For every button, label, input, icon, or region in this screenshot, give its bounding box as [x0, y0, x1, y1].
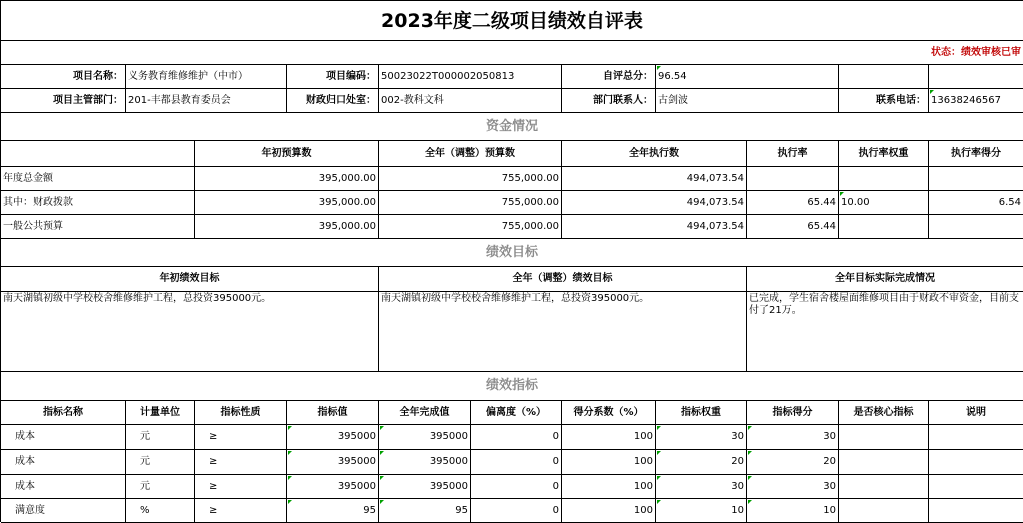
indicator-header: 全年完成值	[379, 401, 471, 425]
cell-comment-marker	[748, 500, 752, 504]
indicator-header: 指标值	[287, 401, 379, 425]
funds-row-label: 其中：财政拨款	[1, 191, 195, 215]
indicator-unit-cell: %	[126, 499, 195, 523]
phone-label: 联系电话：	[839, 89, 929, 113]
self-score-label: 自评总分：	[562, 65, 656, 89]
indicator-coef-cell: 100	[562, 450, 656, 475]
funds-header: 全年执行数	[562, 141, 747, 167]
funds-header: 执行率权重	[839, 141, 929, 167]
cell-comment-marker	[657, 500, 661, 504]
indicator-note-cell	[929, 425, 1023, 450]
goals-header: 全年目标实际完成情况	[747, 267, 1023, 292]
status-text: 状态：绩效审核已审	[1, 41, 1023, 65]
funds-executed-cell: 494,073.54	[562, 191, 747, 215]
indicator-name-cell: 成本	[1, 450, 126, 475]
project-name-label: 项目名称：	[1, 65, 126, 89]
funds-row-label: 年度总金额	[1, 167, 195, 191]
funds-header: 全年（调整）预算数	[379, 141, 562, 167]
indicator-unit-cell: 元	[126, 450, 195, 475]
info-empty-cell	[929, 65, 1023, 89]
indicator-done-cell: 395000	[379, 450, 471, 475]
indicator-value-cell: 95	[287, 499, 379, 523]
indicator-deviation-cell: 0	[471, 425, 562, 450]
funds-section-title: 资金情况	[1, 113, 1023, 141]
indicator-core-cell	[839, 475, 929, 499]
funds-executed-cell: 494,073.54	[562, 167, 747, 191]
cell-comment-marker	[380, 426, 384, 430]
funds-score-cell: 6.54	[929, 191, 1023, 215]
funds-adjusted-cell: 755,000.00	[379, 191, 562, 215]
indicator-header: 计量单位	[126, 401, 195, 425]
indicator-nature-cell: ≥	[195, 450, 287, 475]
indicator-coef-cell: 100	[562, 499, 656, 523]
dept-value[interactable]: 201-丰都县教育委员会	[126, 89, 287, 113]
indicator-deviation-cell: 0	[471, 499, 562, 523]
indicator-nature-cell: ≥	[195, 499, 287, 523]
indicator-nature-cell: ≥	[195, 475, 287, 499]
indicator-name-cell: 成本	[1, 425, 126, 450]
office-value[interactable]: 002-教科文科	[379, 89, 562, 113]
indicator-header: 指标得分	[747, 401, 839, 425]
indicator-note-cell	[929, 499, 1023, 523]
indicator-unit-cell: 元	[126, 475, 195, 499]
cell-comment-marker	[380, 451, 384, 455]
indicator-coef-cell: 100	[562, 475, 656, 499]
goals-header: 年初绩效目标	[1, 267, 379, 292]
funds-header: 执行率得分	[929, 141, 1023, 167]
page-title: 2023年度二级项目绩效自评表	[1, 1, 1023, 41]
project-name-value[interactable]: 义务教育维修维护（中市）	[126, 65, 287, 89]
cell-comment-marker	[840, 192, 844, 196]
indicator-name-cell: 成本	[1, 475, 126, 499]
indicator-header: 得分系数（%）	[562, 401, 656, 425]
indicator-weight-cell: 30	[656, 425, 747, 450]
funds-header: 年初预算数	[195, 141, 379, 167]
cell-comment-marker	[288, 426, 292, 430]
funds-initial-cell: 395,000.00	[195, 167, 379, 191]
cell-comment-marker	[748, 426, 752, 430]
indicator-header: 说明	[929, 401, 1023, 425]
indicator-deviation-cell: 0	[471, 475, 562, 499]
indicator-weight-cell: 30	[656, 475, 747, 499]
goals-section-title: 绩效目标	[1, 239, 1023, 267]
indicator-value-cell: 395000	[287, 475, 379, 499]
cell-comment-marker	[288, 476, 292, 480]
cell-comment-marker	[380, 476, 384, 480]
cell-comment-marker	[657, 426, 661, 430]
info-empty-cell	[839, 65, 929, 89]
funds-weight-cell: 10.00	[839, 191, 929, 215]
funds-score-cell	[929, 167, 1023, 191]
indicator-unit-cell: 元	[126, 425, 195, 450]
indicator-deviation-cell: 0	[471, 450, 562, 475]
indicator-note-cell	[929, 475, 1023, 499]
phone-value[interactable]: 13638246567	[929, 89, 1023, 113]
cell-comment-marker	[657, 66, 661, 70]
indicator-header: 偏离度（%）	[471, 401, 562, 425]
indicator-header: 指标权重	[656, 401, 747, 425]
indicator-header: 指标名称	[1, 401, 126, 425]
cell-comment-marker	[748, 476, 752, 480]
cell-comment-marker	[657, 476, 661, 480]
funds-row-label: 一般公共预算	[1, 215, 195, 239]
cell-comment-marker	[930, 90, 934, 94]
indicator-name-cell: 满意度	[1, 499, 126, 523]
indicator-done-cell: 395000	[379, 425, 471, 450]
funds-initial-cell: 395,000.00	[195, 191, 379, 215]
funds-score-cell	[929, 215, 1023, 239]
cell-comment-marker	[380, 500, 384, 504]
funds-weight-cell	[839, 215, 929, 239]
funds-rate-cell: 65.44	[747, 191, 839, 215]
indicator-header: 是否核心指标	[839, 401, 929, 425]
project-code-value[interactable]: 50023022T000002050813	[379, 65, 562, 89]
indicator-nature-cell: ≥	[195, 425, 287, 450]
office-label: 财政归口处室：	[287, 89, 379, 113]
indicator-score-cell: 20	[747, 450, 839, 475]
cell-comment-marker	[657, 451, 661, 455]
indicator-score-cell: 10	[747, 499, 839, 523]
funds-header-empty	[1, 141, 195, 167]
indicator-core-cell	[839, 425, 929, 450]
indicator-value-cell: 395000	[287, 425, 379, 450]
indicator-weight-cell: 10	[656, 499, 747, 523]
goal-adjusted-text: 南天湖镇初级中学校校舍维修维护工程，总投资395000元。	[379, 292, 747, 372]
self-score-value[interactable]: 96.54	[656, 65, 839, 89]
indicators-section-title: 绩效指标	[1, 372, 1023, 401]
funds-rate-cell: 65.44	[747, 215, 839, 239]
indicator-done-cell: 95	[379, 499, 471, 523]
funds-executed-cell: 494,073.54	[562, 215, 747, 239]
indicator-score-cell: 30	[747, 475, 839, 499]
indicator-core-cell	[839, 499, 929, 523]
contact-label: 部门联系人：	[562, 89, 656, 113]
indicator-core-cell	[839, 450, 929, 475]
indicator-score-cell: 30	[747, 425, 839, 450]
funds-weight-cell	[839, 167, 929, 191]
project-code-label: 项目编码：	[287, 65, 379, 89]
indicator-note-cell	[929, 450, 1023, 475]
goal-initial-text: 南天湖镇初级中学校校舍维修维护工程，总投资395000元。	[1, 292, 379, 372]
cell-comment-marker	[288, 451, 292, 455]
funds-adjusted-cell: 755,000.00	[379, 215, 562, 239]
funds-adjusted-cell: 755,000.00	[379, 167, 562, 191]
cell-comment-marker	[288, 500, 292, 504]
indicator-header: 指标性质	[195, 401, 287, 425]
indicator-done-cell: 395000	[379, 475, 471, 499]
cell-comment-marker	[748, 451, 752, 455]
funds-header: 执行率	[747, 141, 839, 167]
goal-actual-text: 已完成，学生宿舍楼屋面维修项目由于财政不审资金，目前支付了21万。	[747, 292, 1023, 372]
dept-label: 项目主管部门：	[1, 89, 126, 113]
funds-rate-cell	[747, 167, 839, 191]
indicator-coef-cell: 100	[562, 425, 656, 450]
funds-initial-cell: 395,000.00	[195, 215, 379, 239]
goals-header: 全年（调整）绩效目标	[379, 267, 747, 292]
indicator-value-cell: 395000	[287, 450, 379, 475]
contact-value[interactable]: 古剑波	[656, 89, 839, 113]
indicator-weight-cell: 20	[656, 450, 747, 475]
